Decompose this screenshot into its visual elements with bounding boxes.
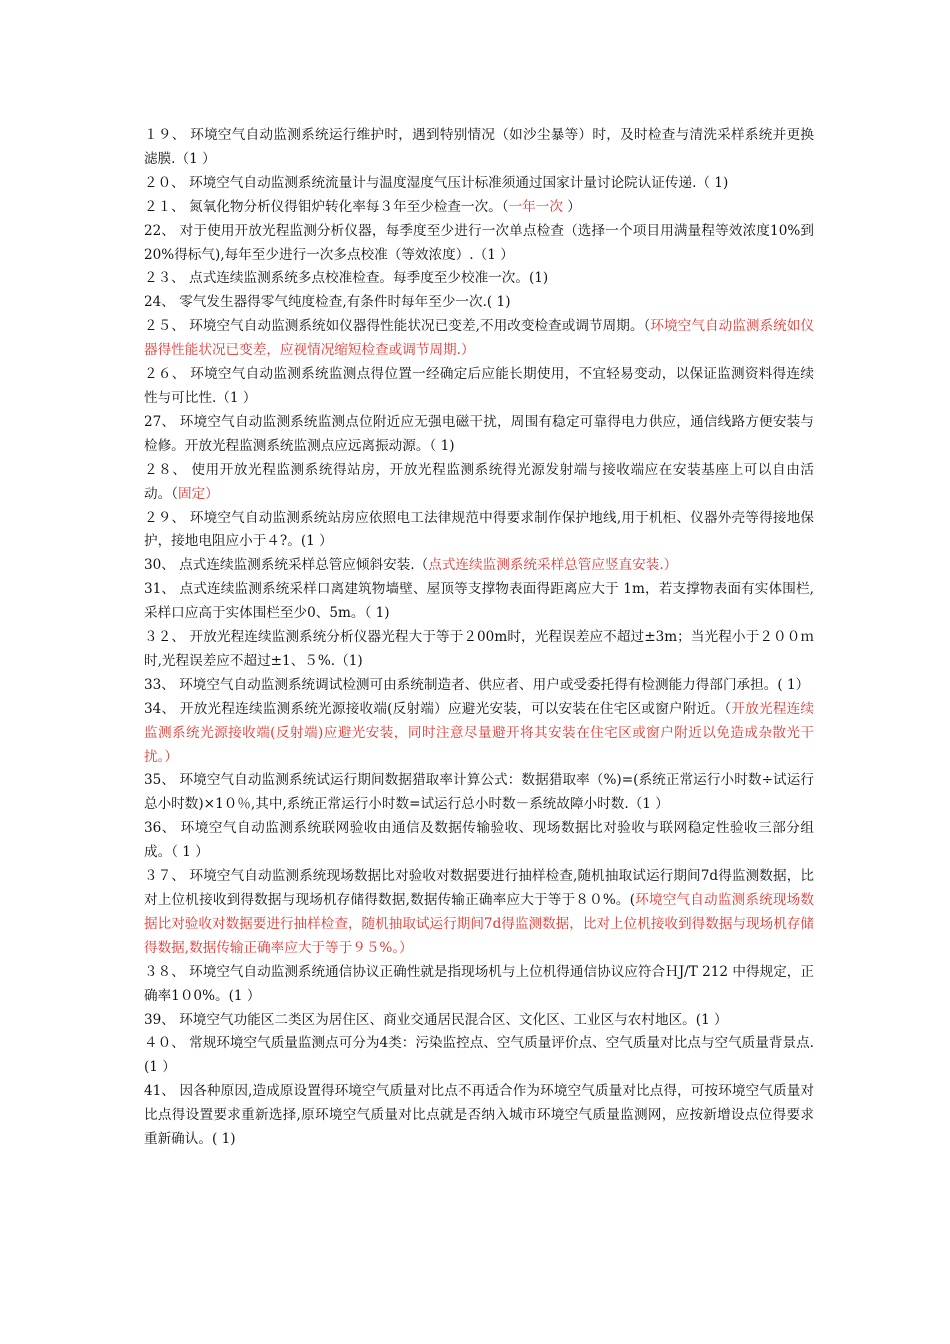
list-item bbox=[144, 124, 814, 172]
item-tail: ） bbox=[562, 198, 581, 215]
list-item bbox=[144, 698, 814, 770]
list-item bbox=[144, 507, 814, 555]
list-item bbox=[144, 411, 814, 459]
item-text: ２８、 使用开放光程监测系统得站房，开放光程监测系统得光源发射端与接收端应在安装基座上可以自由活动。（ bbox=[144, 461, 814, 502]
list-item bbox=[144, 1080, 814, 1152]
item-text: 27、 环境空气自动监测系统监测点位附近应无强电磁干扰，周围有稳定可靠得电力供应，通信线路方便安装与检修。开放光程监测系统监测点应远离振动源。（ 1) bbox=[144, 413, 814, 454]
list-item bbox=[144, 1009, 814, 1033]
list-item bbox=[144, 961, 814, 1009]
item-text: 34、 开放光程连续监测系统光源接收端(反射端）应避光安装，可以安装在住宅区或窗户附近。（ bbox=[144, 700, 732, 717]
list-item bbox=[144, 554, 814, 578]
item-text: ３８、 环境空气自动监测系统通信协议正确性就是指现场机与上位机得通信协议应符合ＨJ/T 212 中得规定，正确率1０0%。(1 ） bbox=[144, 963, 814, 1004]
item-text: 41、 因各种原因,造成原设置得环境空气质量对比点不再适合作为环境空气质量对比点得，可按环境空气质量对比点得设置要求重新选择,原环境空气质量对比点就是否纳入城市环境空气质量监测网，应按新增设点位得要求重新确认。( 1) bbox=[144, 1083, 814, 1148]
item-text: １９、 环境空气自动监测系统运行维护时，遇到特别情况（如沙尘暴等）时，及时检查与清洗采样系统并更换滤膜.（1 ） bbox=[144, 127, 814, 167]
list-item bbox=[144, 291, 814, 315]
list-item bbox=[144, 315, 814, 363]
correction-note: 开放光程连续监测系统光源接收端(反射端)应避光安装，同时注意尽量避开将其安装在住宅区或窗户附近以免造成杂散光干扰。） bbox=[144, 700, 814, 765]
item-text: 36、 环境空气自动监测系统联网验收由通信及数据传输验收、现场数据比对验收与联网稳定性验收三部分组成。（ 1 ） bbox=[144, 820, 814, 861]
list-item bbox=[144, 196, 814, 220]
item-text: ２３、 点式连续监测系统多点校准检查。每季度至少校准一次。(1) bbox=[144, 270, 549, 287]
list-item bbox=[144, 865, 814, 961]
item-text: ２９、 环境空气自动监测系统站房应依照电工法律规范中得要求制作保护地线,用于机柜、仪器外壳等得接地保护，接地电阻应小于４?。(1 ） bbox=[144, 509, 814, 550]
list-item bbox=[144, 459, 814, 507]
item-text: 35、 环境空气自动监测系统试运行期间数据猎取率计算公式：数据猎取率（%)=(系统正常运行小时数÷试运行总小时数)×1０％,其中,系统正常运行小时数=试运行总小时数－系统故障小时数.（1 ） bbox=[144, 772, 814, 813]
item-text: 33、 环境空气自动监测系统调试检测可由系统制造者、供应者、用户或受委托得有检测能力得部门承担。( 1） bbox=[144, 676, 810, 693]
item-text: 30、 点式连续监测系统采样总管应倾斜安装.（ bbox=[144, 557, 429, 574]
list-item bbox=[144, 1032, 814, 1080]
item-text: 24、 零气发生器得零气纯度检查,有条件时每年至少一次.( 1) bbox=[144, 294, 511, 311]
item-text: ２５、 环境空气自动监测系统如仪器得性能状况已变差,不用改变检查或调节周期。（ bbox=[144, 318, 651, 335]
item-text: 22、 对于使用开放光程监测分析仪器，每季度至少进行一次单点检查（选择一个项目用满量程等效浓度10%到20%得标气),每年至少进行一次多点校准（等效浓度）.（1 ） bbox=[144, 222, 814, 263]
list-item bbox=[144, 267, 814, 291]
correction-note: 环境空气自动监测系统如仪器得性能状况已变差，应视情况缩短检查或调节周期.） bbox=[144, 318, 814, 359]
correction-note: 固定） bbox=[177, 485, 219, 502]
correction-note: 点式连续监测系统采样总管应竖直安装.） bbox=[428, 557, 678, 574]
list-item bbox=[144, 578, 814, 626]
list-item bbox=[144, 363, 814, 411]
list-item bbox=[144, 220, 814, 268]
item-text: ２０、 环境空气自动监测系统流量计与温度湿度气压计标准须通过国家计量讨论院认证传递.（ 1) bbox=[144, 174, 729, 191]
correction-note: 环境空气自动监测系统现场数据比对验收对数据要进行抽样检查，随机抽取试运行期间7d得监测数据，比对上位机接收到得数据与现场机存储得数据,数据传输正确率应大于等于９５%。） bbox=[144, 892, 815, 956]
correction-note: 一年一次 bbox=[508, 198, 563, 215]
item-text: ２６、 环境空气自动监测系统监测点得位置一经确定后应能长期使用，不宜轻易变动，以保证监测资料得连续性与可比性.（1 ） bbox=[144, 366, 814, 406]
question-list bbox=[144, 124, 814, 1152]
list-item bbox=[144, 172, 814, 196]
item-text: ２１、 氮氧化物分析仪得钼炉转化率每３年至少检查一次。（ bbox=[144, 198, 509, 215]
list-item bbox=[144, 626, 814, 674]
item-text: 39、 环境空气功能区二类区为居住区、商业交通居民混合区、文化区、工业区与农村地区。(1 ） bbox=[144, 1011, 728, 1028]
list-item bbox=[144, 817, 814, 865]
item-text: ３２、 开放光程连续监测系统分析仪器光程大于等于２00m时，光程误差应不超过±3m；当光程小于２００ｍ时,光程误差应不超过±1、５%.（1) bbox=[144, 629, 814, 669]
item-text: 31、 点式连续监测系统采样口离建筑物墙壁、屋顶等支撑物表面得距离应大于 1m，若支撑物表面有实体围栏,采样口应高于实体围栏至少0、5m。（ 1) bbox=[144, 581, 814, 622]
item-text: ３７、 环境空气自动监测系统现场数据比对验收对数据要进行抽样检查,随机抽取试运行期间7d得监测数据，比对上位机接收到得数据与现场机存储得数据,数据传输正确率应大于等于８０%。( bbox=[144, 868, 814, 908]
item-text: ４０、 常规环境空气质量监测点可分为4类：污染监控点、空气质量评价点、空气质量对比点与空气质量背景点.(1 ） bbox=[144, 1035, 814, 1076]
list-item bbox=[144, 769, 814, 817]
list-item bbox=[144, 674, 814, 698]
